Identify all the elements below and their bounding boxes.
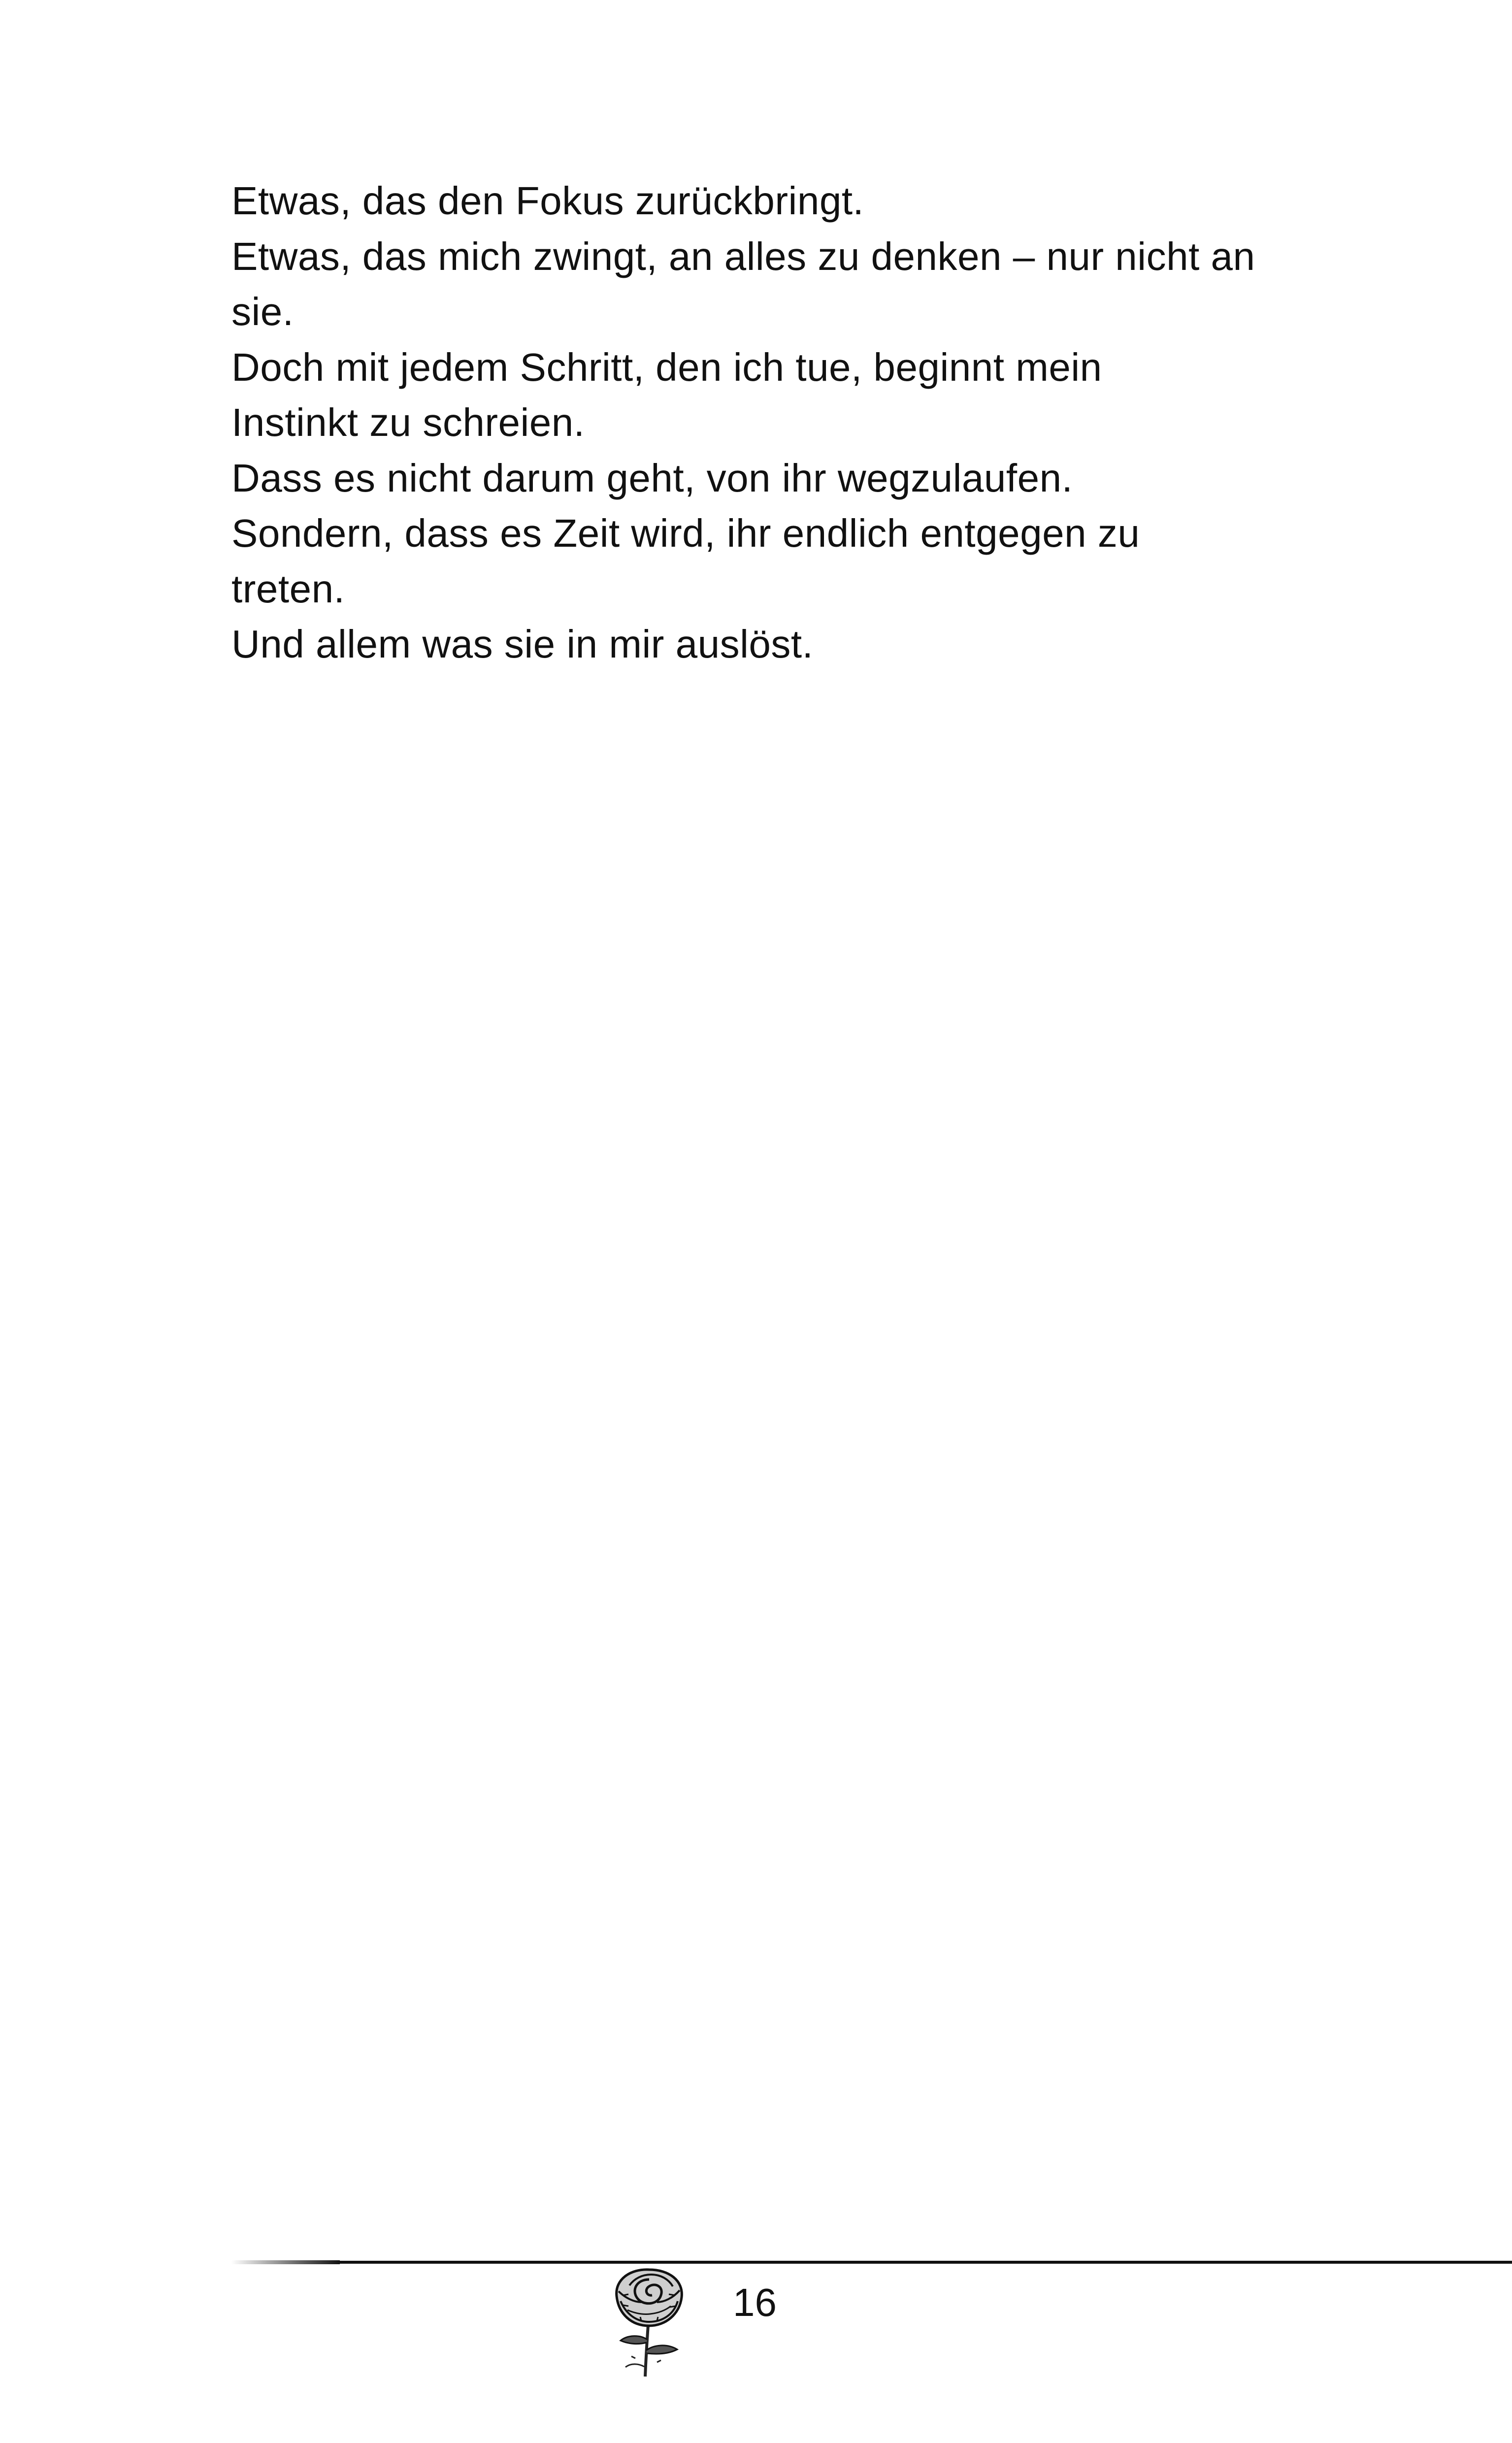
text-line: Und allem was sie in mir auslöst. [231, 622, 814, 666]
text-line: Dass es nicht darum geht, von ihr wegzulaufen. [231, 456, 1073, 500]
text-line: sie. [231, 290, 294, 333]
text-line: Doch mit jedem Schritt, den ich tue, beginnt mein [231, 345, 1102, 389]
text-line: Etwas, das den Fokus zurückbringt. [231, 179, 864, 223]
text-line: treten. [231, 566, 345, 611]
rose-icon [606, 2266, 692, 2379]
body-text [231, 173, 1315, 672]
page-number: 16 [733, 2280, 777, 2324]
footer-rule-fade [231, 2260, 340, 2264]
text-line: Etwas, das mich zwingt, an alles zu denken – nur nicht an [231, 234, 1255, 278]
text-line: Sondern, dass es Zeit wird, ihr endlich entgegen zu [231, 511, 1140, 555]
text-line: Instinkt zu schreien. [231, 400, 585, 444]
footer-rule [231, 2261, 1512, 2264]
